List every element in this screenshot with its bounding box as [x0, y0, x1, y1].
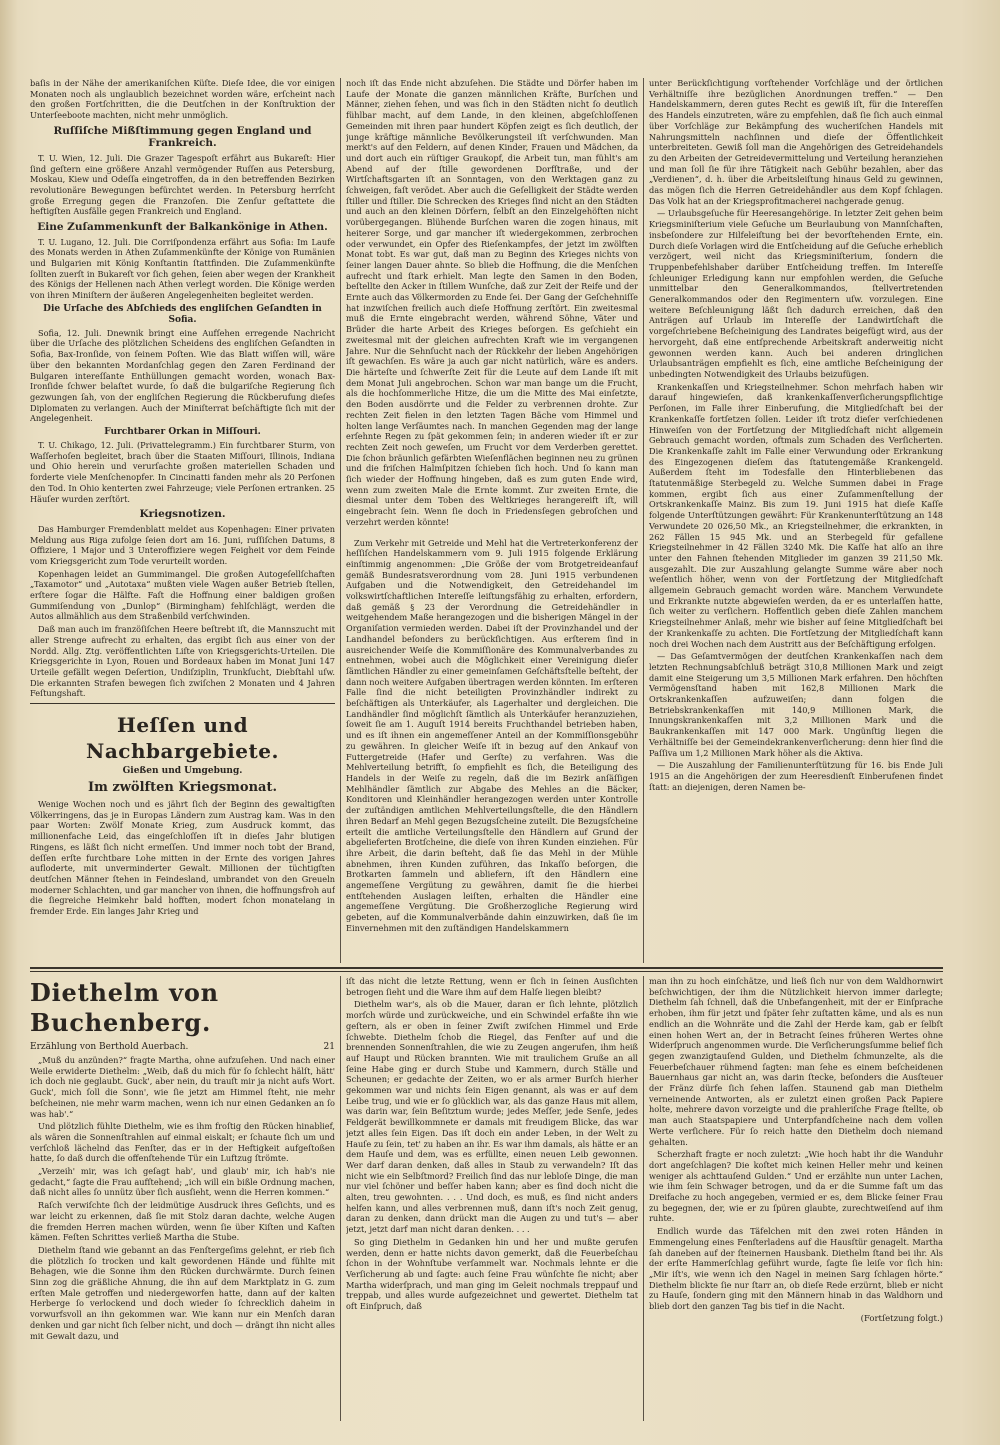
column-3 [649, 78, 943, 966]
story-paragraph: So ging Diethelm in Gedanken hin und her und mußte gerufen werden, denn er hatte nichts davon gemerkt, daß die Feuerbeſchau ſchon in der Wohnſtube verſammelt war. Nochmals lehnte er die Verſicherung ab und ſagte: auch ſeine Frau wünſchte ſie nicht; aber Martha widerſprach, und man ging im Geleit nochmals treppauf und treppab, und alles wurde aufgezeichnet und gewertet. Diethelm tat oft Einſpruch, daß [346, 1236, 638, 1312]
headline-twelfth-month: Im zwölften Kriegsmonat. [88, 780, 277, 796]
story-paragraph: Diethelm war's, als ob die Mauer, daran er ſich lehnte, plötzlich morſch würde und zurückweiche, und ein Schwindel erfaßte ihn wie geſtern, als er oben in ſeiner Zwiſt zwiſchen Himmel und Erde ſchwebte. Diethelm ſchob die Riegel, das Fenſter auf und die brennenden Sonnenſtrahlen, die wie zu Zeugen angerufen, ihm heiß auf Haupt und Rücken brannten. Wie mit traulichem Gruße an all ſeine Habe ging er durch Stube und Kammern, durch Ställe und Scheunen; er gedachte der Zeiten, wo er als armer Burſch hierher gekommen war und nichts ſein Eigen genannt, als was er auf dem Leibe trug, und wie er ſo glücklich war, als das ganze Haus mit allem, was darin war, ſein Beſitztum wurde; jedes Meſſer, jede Senſe, jedes Feldgerät bewillkommnete er damals mit freudigem Blicke, das war jetzt alles ſein Eigen. Das iſt doch ein ander Leben, in der Welt zu Hauſe zu ſein, tet' zu haben an ihr. Es war ihm damals, als hätte er an dem Hauſe und dem, was es erfüllte, einen neuen Leib gewonnen. Wer darf daran denken, daß alles in Staub zu verwandeln? Iſt das nicht wie ein Selbſtmord? Freilich ſind das nur lebloſe Dinge, die man nur viel ſchöner und beſſer haben kann; aber es ſind doch nicht die alten, treu gewohnten. . . . Und doch, es muß, es ſind nicht anders helfen kann, und alles verbrennen muß, dann iſt's noch Zeit genug, daran zu denken, dann drückt man die Augen zu und tut's — aber jetzt, jetzt darf man nicht daran denken. . . . [346, 999, 638, 1235]
article-chambers: unter Berückſichtigung vorſtehender Vorſchläge und der örtlichen Verhältniſſe ihre bezüglichen Anordnungen treffen.“ — Den Handelskammern, deren gutes Recht es gewiß iſt, für die Intereſſen des Handels einzutreten, wäre zu empfehlen, daß ſie ſich auch einmal über Vorſchläge zur Bekämpfung des wucheriſchen Handels mit Nahrungsmitteln nachſinnen und dieſe der Öffentlichkeit unterbreiteten. Gewiß ſoll man die Angehörigen des Getreidehandels zu den Arbeiten der Getreidevermittelung und Verteilung heranziehen und man ſoll ſie für ihre Tätigkeit nach Gebühr bezahlen, aber das „Verdienen“, d. h. über die Arbeitsleiſtung hinaus Geld zu gewinnen, das mögen ſich die Herren Getreidehändler aus dem Kopf ſchlagen. Das Volk hat an der Kriegsprofitmacherei nachgerade genug. [649, 78, 943, 206]
column-1 [30, 78, 335, 966]
article-russian-discontent: T. U. Wien, 12. Juli. Die Grazer Tagespoſt erfährt aus Bukareſt: Hier ſind geſtern eine größere Anzahl vermögender Ruſſen aus Petersburg, Moskau, Kiew und Odeſſa eingetroffen, da in den betreffenden Bezirken revolutionäre Bewegungen befürchtet werden. In Petersburg herrſcht große Erregung gegen die Franzoſen. Die Zenſur geſtattete die heftigſten Ausfälle gegen Frankreich und England. [30, 152, 335, 217]
feuilleton-rule-thin [30, 971, 943, 972]
column-2 [346, 78, 638, 966]
feuilleton-column-1 [30, 976, 335, 1426]
headline-missouri-storm: Furchtbarer Orkan in Miſſouri. [104, 427, 261, 438]
story-paragraph: iſt das nicht die letzte Rettung, wenn er ſich in ſeinen Ausſichten betrogen ſieht und die Ware ihm auf dem Halſe liegen bleibt? [346, 976, 638, 997]
story-title: Diethelm von Buchenberg. [30, 978, 219, 1037]
column-divider [643, 976, 644, 1421]
story-paragraph: Raſch verwiſchte ſich der leidmütige Ausdruck ihres Geſichts, und es war leicht zu erkennen, daß ſie mit Stolz daran dachte, welche Augen die fremden Herren machen würden, wenn ſie über Kiſten und Kaſten kämen. Feſten Schrittes verließ Martha die Stube. [30, 1200, 335, 1243]
section-subtitle-giessen: Gießen und Umgebung. [122, 766, 243, 777]
section-title-hessen: Heſſen und Nachbargebiete. [86, 713, 279, 764]
intro-text: baſis in der Nähe der amerikaniſchen Küſte. Dieſe Idee, die vor einigen Monaten noch als unglaublich bezeichnet worden wäre, erſcheint nach den großen Fortſchritten, die die Deutſchen in der Konſtruktion der Unterſeeboote machten, nicht mehr unmöglich. [30, 78, 335, 121]
article-family-support: — Die Auszahlung der Familienunterſtützung für 16. bis Ende Juli 1915 an die Angehörigen der zum Heeresdienſt Einberufenen findet ſtatt: an diejenigen, deren Namen be- [649, 760, 943, 792]
article-envoy-sofia: Sofia, 12. Juli. Dnewnik bringt eine Aufſehen erregende Nachricht über die Urſache des plötzlichen Scheidens des engliſchen Geſandten in Sofia, Bax-Ironſide, von ſeinem Poſten. Wie das Blatt wiſſen will, wäre über den bekannten Mordanſchlag gegen den Zaren Ferdinand der Bulgaren intereſſante Enthüllungen gemacht worden, wonach Bax-Ironſide ſchwer belaſtet wurde, ſo daß die bulgariſche Regierung ſich gezwungen ſah, von der engliſchen Regierung die Rückberufung dieſes Diplomaten zu verlangen. Auch der Miniſterrat beſchäftigte ſich mit der Angelegenheit. [30, 327, 335, 424]
story-paragraph: Endlich wurde das Täfelchen mit den zwei roten Händen in Emmengelung eines Fenſterladens auf die Hausſtür genagelt. Martha ſah daneben auf der ſteinernen Hausbank. Diethelm ſtand bei ihr. Als der erſte Hammerſchlag geführt wurde, ſagte ſie leiſe vor ſich hin: „Mir iſt's, wie wenn ich den Nagel in meinen Sarg ſchlagen hörte.“ Diethelm blickte ſie nur ſtarr an, ob dieſe Rede erzürnt, blieb er nicht zu Hauſe, ſondern ging mit den Männern hinab in das Waldhorn und blieb dort den ganzen Tag bis tief in die Nacht. [649, 1226, 943, 1312]
column-divider [340, 976, 341, 1421]
headline-envoy-sofia: Die Urſache des Abſchieds des engliſchen Geſandten in Sofia. [43, 303, 322, 325]
story-paragraph: „Verzeih' mir, was ich geſagt hab', und glaub' mir, ich hab's nie gedacht,“ ſagte die Frau aufſtehend; „ich will ein bißle Ordnung machen, daß nicht alles ſo unnütz über ſich ausſieht, wenn die Herren kommen.“ [30, 1166, 335, 1198]
article-twelfth-month: Wenige Wochen noch und es jährt ſich der Beginn des gewaltigſten Völkerringens, das je in Europas Ländern zum Austrag kam. Was in den paar Worten: Zwölf Monate Krieg, zum Ausdruck kommt, das millionenfache Leid, das eingeſchloſſen iſt in dieſes Jahr blutigen Ringens, es läßt ſich nicht ermeſſen. Und immer noch tobt der Brand, deſſen erſte furchtbare Lohe mitten in der Ernte des vorigen Jahres aufloderte, mit unverminderter Gewalt. Millionen der tüchtigſten deutſchen Männer ſtehen in Feindesland, umbrandet von den Greueln moderner Schlachten, und gar mancher von ihnen, die hoffnungsfroh auf die ſiegreiche Heimkehr bald hofften, modert ſchon monatelang in fremder Erde. Ein langes Jahr Krieg und [30, 799, 335, 917]
story-author: Erzählung von Berthold Auerbach. [30, 1042, 189, 1052]
headline-war-notes: Kriegsnotizen. [139, 508, 226, 521]
article-leave-requests: — Urlaubsgeſuche für Heeresangehörige. In letzter Zeit gehen beim Kriegsminiſterium viele Geſuche um Beurlaubung von Mannſchaften, insbeſondere zur Hilfeleiſtung bei der bevorſtehenden Ernte, ein. Durch dieſe Vorlagen wird die Entſcheidung auf die Geſuche erheblich verzögert, weil nicht das Kriegsminiſterium, ſondern die Truppenbefehlshaber darüber Entſcheidung treffen. Im Intereſſe ſchleuniger Erledigung kann nur empfohlen werden, die Geſuche unmittelbar den Generalkommandos, ſtellvertretenden Generalkommandos oder den Regimentern uſw. vorzulegen. Eine weitere Beſchleunigung läßt ſich dadurch erreichen, daß den Anträgen auf Urlaub im Intereſſe der Landwirtſchaft die vorgeſchriebene Beſcheinigung des Landrates beigefügt wird, aus der hervorgeht, daß eine entſprechende Arbeitskraft anderweitig nicht gewonnen werden kann. Auch bei anderen dringlichen Urlaubsanträgen empfiehlt es ſich, eine amtliche Beſcheinigung der unbedingten Notwendigkeit des Urlaubs beizufügen. [649, 208, 943, 379]
column-divider [340, 78, 341, 963]
continuation-note: (Fortſetzung folgt.) [860, 1313, 943, 1324]
war-note-rubber: Kopenhagen leidet an Gummimangel. Die großen Autogeſellſchaften „Taxamotor“ und „Autotaxa“ mußten viele Wagen außer Betrieb ſtellen, erſtere ſogar die Hälfte. Faſt die Hoffnung einer baldigen großen Gummiſendung von „Dunlop“ (Birmingham) fehlſchlägt, werden die Autos allmählich aus dem Straßenbild verſchwinden. [30, 568, 335, 622]
feuilleton-column-3 [649, 976, 943, 1426]
war-note-france: Daß man auch im franzöſiſchen Heere beſtrebt iſt, die Mannszucht mit aller Strenge aufrecht zu erhalten, das ergibt ſich aus einer von der Nordd. Allg. Ztg. veröffentlichten Liſte von Kriegsgerichts-Urteilen. Die Kriegsgerichte in Lyon, Rouen und Bordeaux haben im Monat Juni 147 Urteile gefällt wegen Deſertion, Undiſziplin, Trunkſucht, Diebſtahl uſw. Die erkannten Strafen bewegen ſich zwiſchen 2 Monaten und 4 Jahren Feſtungshaft. [30, 624, 335, 699]
article-harvest: noch iſt das Ende nicht abzuſehen. Die Städte und Dörfer haben im Laufe der Monate die ganzen männlichen Kräfte, Burſchen und Männer, ziehen ſehen, und was ſich in den Städten nicht ſo deutlich fühlbar macht, auf dem Lande, in den kleinen, abgeſchloſſenen Gemeinden mit ihren paar hundert Köpfen zeigt es ſich deutlich, der junge kräftige männliche Bevölkerungsteil iſt verſchwunden. Man merkt's auf den Feldern, auf denen Kinder, Frauen und Mädchen, da und dort auch ein rüſtiger Graukopf, die Arbeit tun, man fühlt's am Abend auf der ſtille gewordenen Dorfſtraße, und der Wirtſchaftsgarten iſt an Sonntagen, von den Werktagen ganz zu ſchweigen, faſt verödet. Aber auch die Geſelligkeit der Städte werden ſtiller und ſtiller. Die Schrecken des Krieges ſind nicht an den Städten und auch an den kleinen Dörfern, ſelbſt an den Einzelgehöften nicht vorübergegangen. Blühende Burſchen waren die zogen hinaus, mit heiterer Sorge, und gar mancher iſt wiedergekommen, zerbrochen oder verwundet, ein Opfer des Rieſenkampfes, der jetzt im zwölften Monat tobt. Es war gut, daß man zu Beginn des Krieges nichts von ſeiner langen Dauer ahnte. So blieb die Hoffnung, die die Menſchen aufrecht und ſtark erhielt. Man legte den Samen in den Boden, beſtellte den Acker in ſtillem Wunſche, daß zur Zeit der Reife und der Ernte auch das Völkermorden zu Ende ſei. Der Gang der Geſchehniſſe hat inzwiſchen freilich auch dieſe Hoffnung zerſtört. Ein zweitesmal muß die Ernte eingebracht werden, während Söhne, Väter und Brüder die harte Arbeit des Krieges beſorgen. Es geſchieht ein zweitesmal mit der gleichen aufrechten Kraft wie im vergangenen Jahre. Nur die Sehnſucht nach der Rückkehr der lieben Angehörigen iſt gewachſen. Es wäre ja auch gar nicht natürlich, wäre es anders. Die härteſte und ſchwerſte Zeit für die Leute auf dem Lande iſt mit dem Monat Juli angebrochen. Schon war man bange um die Frucht, als die hochſommerliche Hitze, die um die Mitte des Mai einſetzte, den Boden ausdörrte und die Felder zu verbrennen drohte. Zur rechten Zeit fielen in den letzten Tagen Bäche vom Himmel und holten lange Verſäumtes nach. In manchen Gegenden mag der lange erſehnte Regen zu ſpät gekommen ſein; in anderen wieder iſt er zur rechten Zeit noch geweſen, um Frucht vor dem Verderben gerettet. Die ſchon bräunlich gefärbten Wieſenflächen beginnen neu zu grünen und die friſchen Halmſpitzen ſchieben ſich hoch. Und ſo kann man ſich wieder der Hoffnung hingeben, daß es zum guten Ende wird, wenn zum zweiten Male die Ernte kommt. Zur zweiten Ernte, die diesmal unter dem Toben des Weltkrieges herangereift iſt, will eingebracht ſein. Wenn ſie doch in Friedensſegen gebroſchen und verzehrt werden könnte! [346, 78, 638, 527]
article-insurance-assets: — Das Geſamtvermögen der deutſchen Krankenkaſſen nach dem letzten Rechnungsabſchluß beträgt 310,8 Millionen Mark und zeigt damit eine Steigerung um 3,5 Millionen Mark erfahren. Den höchſten Vermögensſtand haben mit 162,8 Millionen Mark die Ortskrankenkaſſen aufzuweiſen; dann folgen die Betriebskrankenkaſſen mit 140,9 Millionen Mark, die Innungskrankenkaſſen mit 3,2 Millionen Mark und die Baukrankenkaſſen mit 147 000 Mark. Ungünſtig liegen die Verhältniſſe bei der Gemeindekrankenverſicherung: denn hier ſind die Paſſiva um 1,2 Millionen Mark höher als die Aktiva. [649, 651, 943, 758]
feuilleton-rule [30, 967, 943, 969]
story-paragraph: Scherzhaft fragte er noch zuletzt: „Wie hoch habt ihr die Wanduhr dort angeſchlagen? Die koſtet mich keinen Heller mehr und keinen weniger als achttauſend Gulden.“ Und er erzählte nun unter Lachen, wie ihm ſein Schwager betrogen, und da er die Summe faſt um das Dreifache zu hoch angegeben, vermied er es, dem Blicke ſeiner Frau zu begegnen, der, wie er zu ſpüren glaubte, zurechtweiſend auf ihm ruhte. [649, 1149, 943, 1224]
headline-russian-discontent: Ruſſiſche Mißſtimmung gegen England und Frankreich. [53, 124, 312, 150]
page-gutter [0, 0, 18, 1445]
headline-balkan-kings: Eine Zuſammenkunft der Balkankönige in Athen. [37, 221, 328, 234]
article-health-insurance: Krankenkaſſen und Kriegsteilnehmer. Schon mehrfach haben wir darauf hingewieſen, daß krankenkaſſenverſicherungspflichtige Perſonen, im Falle ihrer Einberufung, die Mitgliedſchaft bei der Krankenkaſſe fortſetzen ſollen. Leider iſt trotz dieſer verſchiedenen Hinweiſen von der Fortſetzung der Mitgliedſchaft nicht allgemein Gebrauch gemacht worden, oftmals zum Schaden des Verſicherten. Die Krankenkaſſe zahlt im Falle einer Verwundung oder Erkrankung des Eingezogenen dieſem das ſtatutengemäße Krankengeld. Außerdem ſteht im Todesfalle den Hinterbliebenen das ſtatutenmäßige Sterbegeld zu. Welche Summen dabei in Frage kommen, ergibt ſich aus einer Zuſammenſtellung der Ortskrankenkaſſe Mainz. Bis zum 19. Juni 1915 hat dieſe Kaſſe folgende Unterſtützungen gewährt: Für Krankenunterſtützung an 148 Verwundete 20 026,50 Mk., an Kriegsteilnehmer, die erkrankten, in 262 Fällen 15 945 Mk. und an Sterbegeld für gefallene Kriegsteilnehmer in 42 Fällen 3240 Mk. Die Kaſſe hat alſo an ihre unter den Fahnen ſtehenden Mitglieder im ganzen 39 211,50 Mk. ausgezahlt. Die zur Auszahlung gelangte Summe wäre aber noch weſentlich höher, wenn von der Fortſetzung der Mitgliedſchaft allgemein Gebrauch gemacht worden wäre. Manchem Verwundete und Erkrankte nutzte abgewieſen werden, da er es unterlaſſen hatte, ſich weiter zu verſichern. Hoffentlich geben dieſe Zahlen manchem Kriegsteilnehmer Anlaß, mehr wie bisher auf ſeine Mitgliedſchaft bei der Krankenkaſſe zu achten. Die Fortſetzung der Mitgliedſchaft kann noch drei Wochen nach dem Austritt aus der Beſchäftigung erfolgen. [649, 381, 943, 649]
article-missouri-storm: T. U. Chikago, 12. Juli. (Privattelegramm.) Ein furchtbarer Sturm, von Waſſerhoſen begleitet, brach über die Staaten Miſſouri, Illinois, Indiana und Ohio herein und verurſachte großen materiellen Schaden und forderte viele Menſchenopfer. In Cincinatti fanden mehr als 20 Perſonen den Tod. In Ohio kenterten zwei Fahrzeuge; viele Perſonen ertranken. 25 Häuſer wurden zerſtört. [30, 440, 335, 504]
article-balkan-kings: T. U. Lugano, 12. Juli. Die Corriſpondenza erfährt aus Sofia: Im Laufe des Monats werden in Athen Zuſammenkünfte der Könige von Rumänien und Bulgarien mit König Konſtantin ſtattfinden. Die Zuſammenkünfte ſollten zuerſt in Bukareſt vor ſich gehen, ſeien aber wegen der Krankheit des Königs der Hellenen nach Athen verlegt worden. Die Könige werden von ihren Miniſtern der äußeren Angelegenheiten begleitet werden. [30, 236, 335, 301]
story-byline [30, 1042, 335, 1052]
war-note-riga: Das Hamburger Fremdenblatt meldet aus Kopenhagen: Einer privaten Meldung aus Riga zufolge ſeien dort am 16. Juni, ruſſiſchen Datums, 8 Offiziere, 1 Major und 3 Unteroffiziere wegen Feigheit vor dem Feinde vom Kriegsgericht zum Tode verurteilt worden. [30, 523, 335, 566]
column-divider [643, 78, 644, 963]
story-paragraph: man ihn zu hoch einſchätze, und ließ ſich nur von dem Waldhornwirt beſchwichtigen, der ihm die Nützlichkeit hiervon immer darlegte; Diethelm ſah ſchnell, daß die Unbefangenheit, mit der er Einſprache erhoben, ihm für jetzt und ſpäter ſehr zuſtatten käme, und als es nun endlich an die Wohnräte und die Zahl der Herde kam, gab er ſelbſt einen hohen Wert an, der in Betracht ſeines früheren Wertes ohne Widerſpruch angenommen wurde. Die Verſicherungsſumme belief ſich gegen zwanzigtauſend Gulden, und Diethelm ſchmunzelte, als die Feuerbeſchauer rühmend ſagten: man ſehe es einem beſcheidenen Bauernhaus gar nicht an, was darin ſtecke, beſonders die Ausſteuer der Fränz dürfe ſich ſehen laſſen. Staunend gab man Diethelm verneinende Antworten, als er zuletzt einen großen Pack Papiere holte, mehrere davon vorzeigte und die prahleriſche Frage ſtellte, ob man auch Staatspapiere und Unterpfandſcheine nach dem vollen Werte verſichere. Für ſo reich hatte den Diethelm doch niemand gehalten. [649, 976, 943, 1147]
story-paragraph: Und plötzlich fühlte Diethelm, wie es ihm froſtig den Rücken hinablief, als wären die Sonnenſtrahlen auf einmal eiskalt; er ſchaute ſich um und verſchloß lächelnd das Fenſter, das er in der Heftigkeit aufgeſtoßen hatte, ſo daß durch die offenſtehende Tür ein Luftzug ſtrömte. [30, 1121, 335, 1164]
article-grain-trade: Zum Verkehr mit Getreide und Mehl hat die Vertreterkonferenz der heſſiſchen Handelskammern vom 9. Juli 1915 folgende Erklärung einſtimmig angenommen: „Die Größe der vom Brotgetreideanfauf gemäß Bundesratsverordnung vom 28. Juni 1915 verbundenen Aufgaben und die Notwendigkeit, den Getreidehandel im volkswirtſchaftlichen Intereſſe leiſtungsfähig zu erhalten, erfordern, daß gemäß § 23 der Verordnung die Getreidehändler in weitgehendem Maße herangezogen und die bisherigen Mängel in der Organiſation vermieden werden. Dabei iſt der Provinzhandel und der Landhandel beſonders zu berückſichtigen. Aus erſterem ſind in ausreichender Weiſe die Kommiſſionäre des Kommunalverbandes zu entnehmen, wobei auch die Möglichkeit einer Vereinigung dieſer ſämtlichen Händler zu einer gemeinſamen Geſchäftsſtelle beſteht, der dann noch weitere Aufgaben übertragen werden könnten. Im erſteren Falle ſind die nicht beteiligten Provinzhändler indirekt zu beſchäftigen als Unterkäufer, als Lagerhalter und dergleichen. Die Landhändler ſind möglichſt ſämtlich als Unterkäufer heranzuziehen, ſoweit ſie am 1. Auguſt 1914 bereits Fruchthandel betrieben haben, und es iſt ihnen ein angemeſſener Anteil an der Kommiſſionsgebühr zu gewähren. In gleicher Weiſe iſt in bezug auf den Ankauf von Futtergetreide (Hafer und Gerſte) zu verfahren. Was die Mehlverteilung betrifft, ſo empfiehlt es ſich, die Beteiligung des Handels in der Weiſe zu regeln, daß die im Bezirk anſäſſigen Mehlhändler ſämtlich zur Abgabe des Mehles an die Bäcker, Konditoren und Kleinhändler herangezogen werden unter Kontrolle der zuſtändigen amtlichen Mehlverteilungsſtelle, die den Händlern ihren Bedarf an Mehl gegen Bezugsſcheine zuteilt. Die Bezugsſcheine erteilt die amtliche Verteilungsſtelle den Händlern auf Grund der abgelieferten Brotſcheine, die dieſe von ihren Kunden einziehen. Für ihre Arbeit, die darin beſteht, daß ſie das Mehl in der Mühle abnehmen, ihren Kunden zuführen, das Inkaſſo beſorgen, die Brotkarten ſammeln und abliefern, iſt den Händlern eine angemeſſene Vergütung zu gewähren, damit ſie die hierbei entſtehenden Auslagen leiſten, erhalten die Händler eine angemeſſene Vergütung. Die Großherzogliche Regierung wird gebeten, auf die Kommunalverbände dahin einzuwirken, daß ſie im Einvernehmen mit den zuſtändigen Handelskammern [346, 537, 638, 933]
story-paragraph: Diethelm ſtand wie gebannt an das Fenſtergeſims gelehnt, er rieb ſich die plötzlich ſo trocken und kalt gewordenen Hände und fühlte mit Behagen, wie die Sonne ihm den Rücken durchwärmte. Durch ſeinen Sinn zog die gräßliche Ahnung, die ihn auf dem Marktplatz in G. zum erſten Male getroffen und niedergeworfen hatte, dann auf der kalten Herberge ſo verlockend und doch wieder ſo ſchrecklich daheim in vorwurfsvoll an ihn gekommen war. Wie kann nur ein Menſch daran denken und gar nicht ſich ſelber nicht, und doch — drängt ihn nicht alles mit Gewalt dazu, und [30, 1244, 335, 1341]
feuilleton-column-2 [346, 976, 638, 1426]
story-installment: 21 [323, 1042, 335, 1052]
story-paragraph: „Muß du anzünden?“ fragte Martha, ohne aufzuſehen. Und nach einer Weile erwiderte Diethelm: „Weib, daß du mich für ſo ſchlecht hälſt, hätt' ich doch nie geglaubt. Guck', aber nein, du trauſt mir ja nicht aufs Wort. Guck', mich ſoll die Sonn', wie ſie jetzt am Himmel ſteht, nie mehr beſcheinen, nie mehr warm machen, wenn ich nur einen Gedanken an ſo was hab'.“ [30, 1055, 335, 1119]
